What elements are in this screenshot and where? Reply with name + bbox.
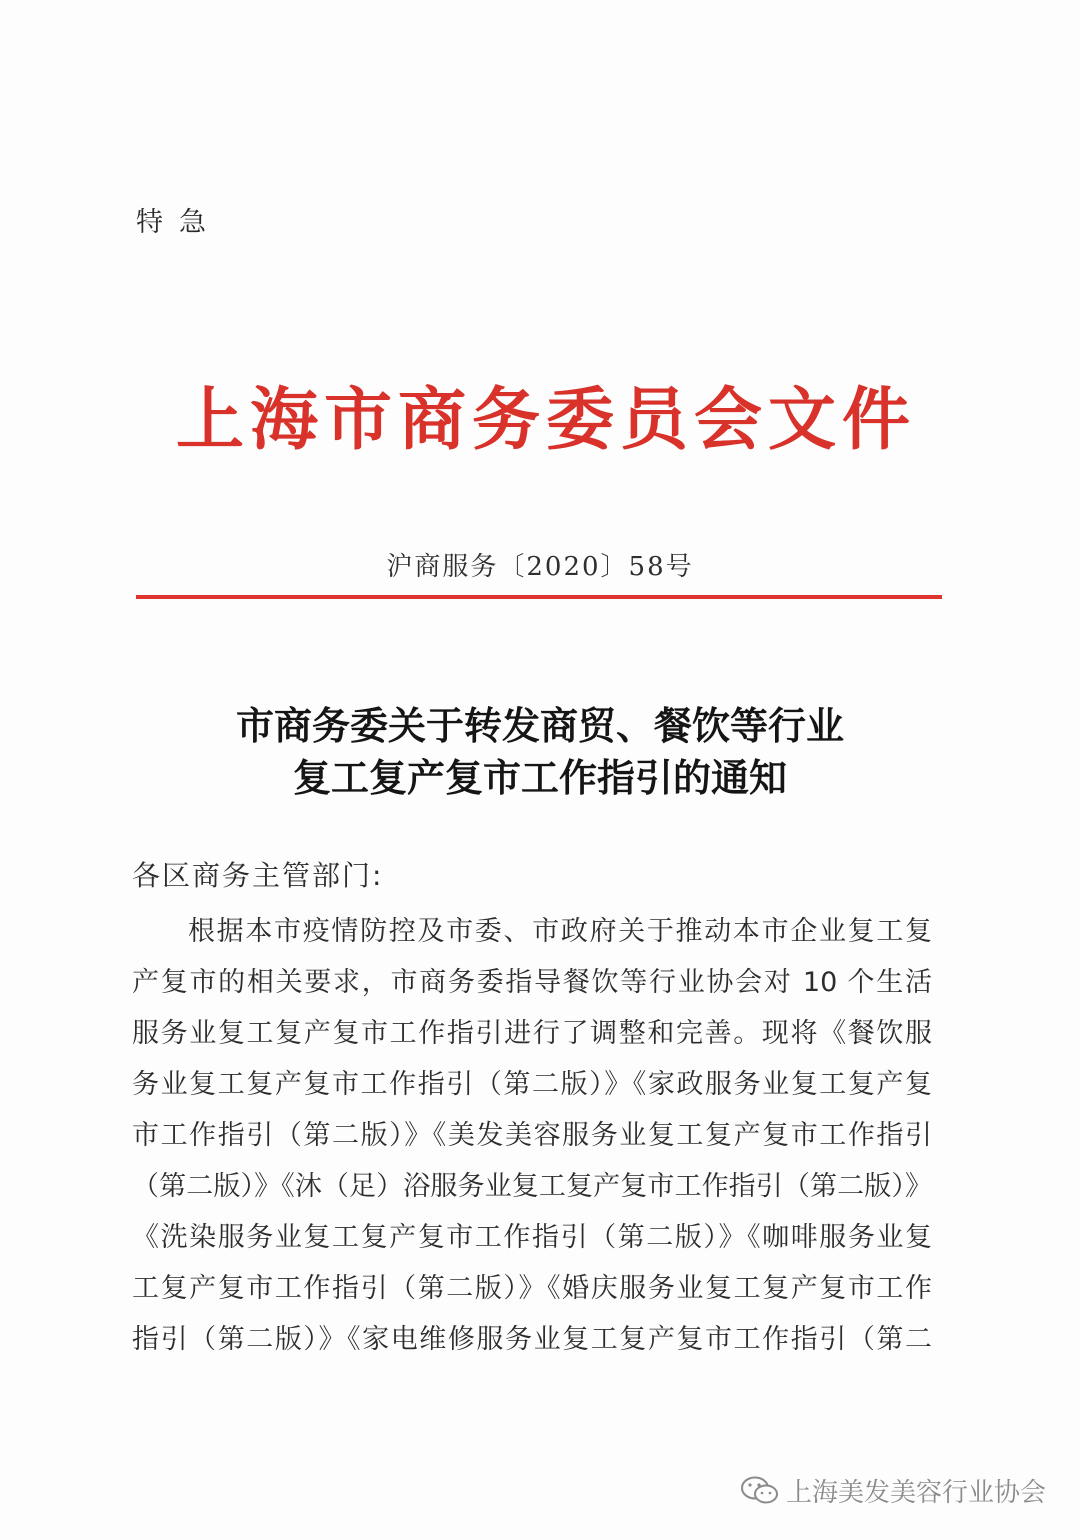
body-line: 市工作指引（第二版）》《美发美容服务业复工复产复市工作指引 — [132, 1120, 932, 1151]
document-number: 沪商服务〔2020〕58号 — [386, 552, 694, 582]
body-line: 根据本市疫情防控及市委、市政府关于推动本市企业复工复 — [188, 916, 932, 947]
body-line: 务业复工复产复市工作指引（第二版）》《家政服务业复工复产复 — [132, 1069, 932, 1100]
body-text — [132, 906, 932, 1365]
notice-title-line-2: 复工复产复市工作指引的通知 — [292, 755, 787, 800]
body-line: 指引（第二版）》《家电维修服务业复工复产复市工作指引（第二 — [132, 1324, 932, 1355]
wechat-icon — [740, 1475, 780, 1507]
body-line: 产复市的相关要求，市商务委指导餐饮等行业协会对 10 个生活 — [132, 967, 932, 998]
body-line: 工复产复市工作指引（第二版）》《婚庆服务业复工复产复市工作 — [132, 1273, 932, 1304]
red-divider — [136, 595, 942, 599]
body-line: 服务业复工复产复市工作指引进行了调整和完善。现将《餐饮服 — [132, 1018, 932, 1049]
notice-title — [0, 700, 1080, 804]
wechat-watermark — [740, 1472, 1046, 1509]
watermark-label: 上海美发美容行业协会 — [785, 1478, 1046, 1508]
masthead-title: 上海市商务委员会文件 — [175, 380, 916, 460]
body-line: （第二版）》《沐（足）浴服务业复工复产复市工作指引（第二版）》 — [132, 1171, 932, 1202]
addressee: 各区商务主管部门: — [132, 859, 384, 892]
urgency-label: 特急 — [136, 207, 222, 238]
body-line: 《洗染服务业复工复产复市工作指引（第二版）》《咖啡服务业复 — [132, 1222, 932, 1253]
notice-title-line-1: 市商务委关于转发商贸、餐饮等行业 — [235, 703, 844, 748]
